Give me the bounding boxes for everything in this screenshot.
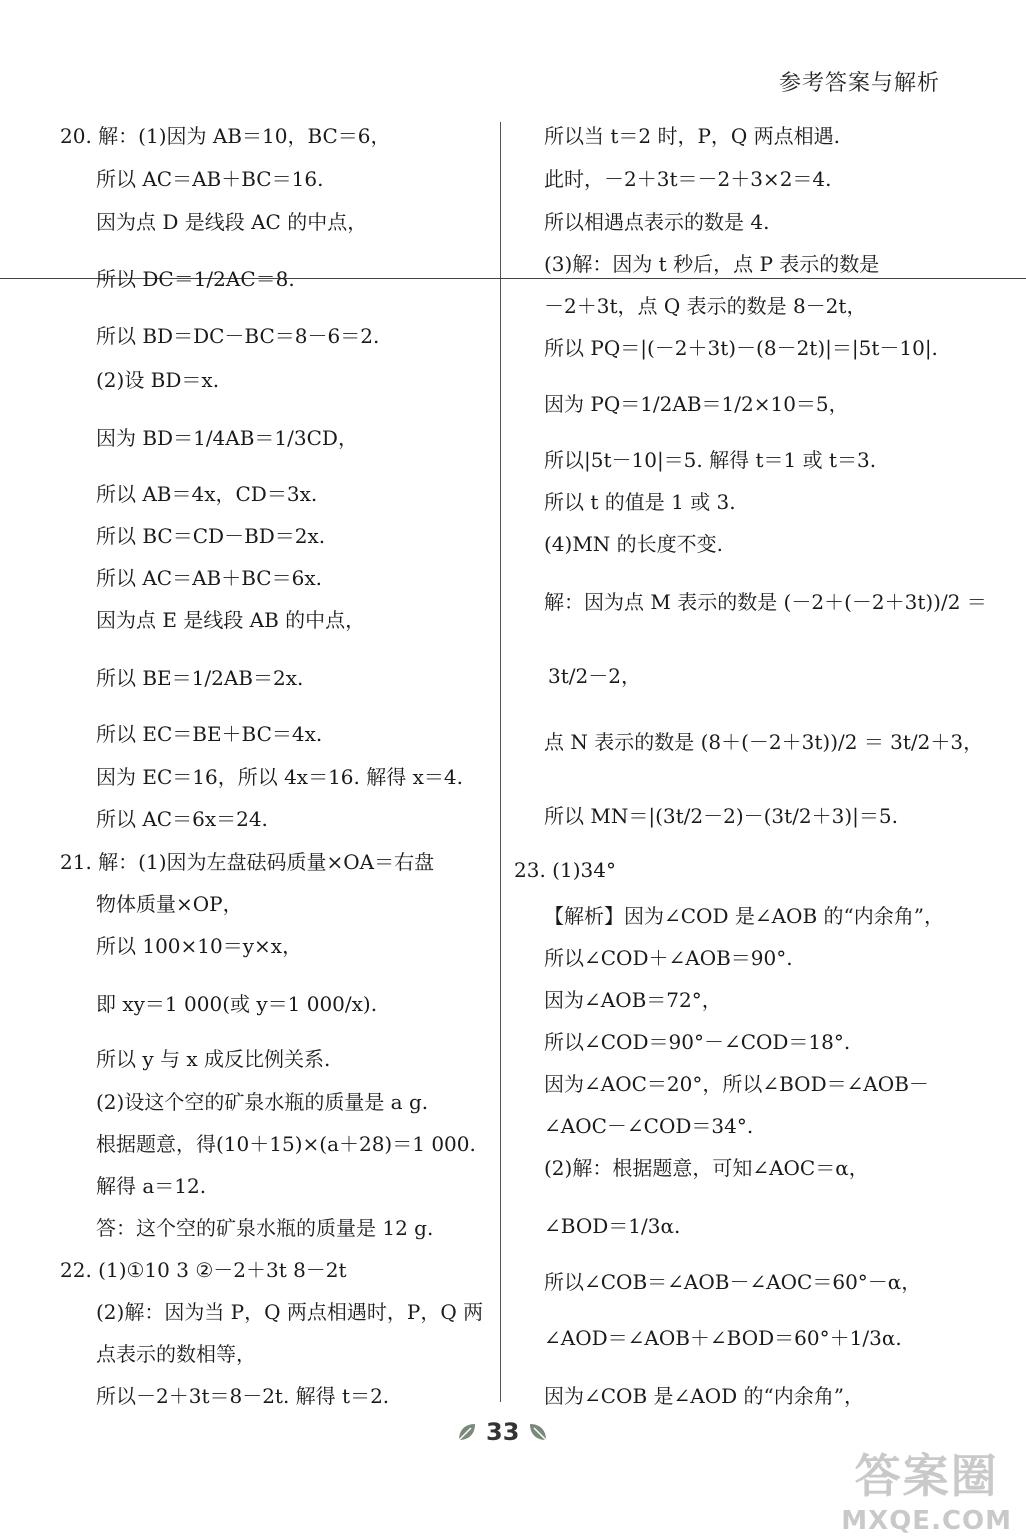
answer-line: 所以 AC＝AB＋BC＝16. bbox=[96, 167, 324, 191]
answer-line: 22. (1)①10 3 ②－2＋3t 8－2t bbox=[60, 1258, 347, 1282]
answer-line: 所以当 t＝2 时，P，Q 两点相遇. bbox=[544, 124, 841, 148]
answer-line: 因为∠AOB＝72°， bbox=[544, 988, 722, 1012]
answer-line: 点 N 表示的数是 (8＋(－2＋3t))/2 ＝ 3t/2＋3， bbox=[544, 730, 984, 754]
leaf-icon bbox=[527, 1421, 549, 1443]
answer-line: 解：因为点 M 表示的数是 (－2＋(－2＋3t))/2 ＝ bbox=[544, 590, 987, 614]
answer-line: (2)解：因为当 P，Q 两点相遇时，P，Q 两 bbox=[96, 1300, 484, 1324]
answer-line: 因为∠AOC＝20°，所以∠BOD＝∠AOB－ bbox=[544, 1072, 929, 1096]
answer-line: (3)解：因为 t 秒后，点 P 表示的数是 bbox=[544, 252, 880, 276]
column-divider bbox=[500, 122, 501, 1402]
answer-line: 因为∠COB 是∠AOD 的“内余角”， bbox=[544, 1384, 864, 1408]
answer-line: 所以 y 与 x 成反比例关系. bbox=[96, 1047, 331, 1071]
watermark-url: MXQE.COM bbox=[841, 1506, 1012, 1536]
answer-line: 因为 PQ＝1/2AB＝1/2×10＝5， bbox=[544, 392, 849, 416]
answer-line: 3t/2－2， bbox=[548, 664, 641, 688]
answer-line: 所以 PQ＝|(－2＋3t)－(8－2t)|＝|5t－10|. bbox=[544, 336, 938, 360]
answer-line: 所以 t 的值是 1 或 3. bbox=[544, 490, 736, 514]
answer-line: 所以相遇点表示的数是 4. bbox=[544, 210, 770, 234]
answer-line: 所以 EC＝BE＋BC＝4x. bbox=[96, 722, 323, 746]
page-number-text: 33 bbox=[486, 1418, 520, 1446]
page-number bbox=[456, 1418, 549, 1446]
answer-line: 所以∠COB＝∠AOB－∠AOC＝60°－α， bbox=[544, 1270, 922, 1294]
answer-line: 所以 MN＝|(3t/2－2)－(3t/2＋3)|＝5. bbox=[544, 804, 899, 828]
watermark-logo bbox=[841, 1440, 1012, 1536]
watermark-text: 答案圈 bbox=[854, 1449, 999, 1503]
answer-line: 所以 BC＝CD－BD＝2x. bbox=[96, 524, 326, 548]
answer-line: 23. (1)34° bbox=[514, 858, 616, 882]
answer-line: 物体质量×OP， bbox=[96, 892, 243, 916]
answer-line: 所以－2＋3t＝8－2t. 解得 t＝2. bbox=[96, 1384, 390, 1408]
answer-line: 所以∠COD＋∠AOB＝90°. bbox=[544, 946, 793, 970]
answer-line: 所以 AC＝6x＝24. bbox=[96, 807, 268, 831]
answer-line: 因为点 D 是线段 AC 的中点， bbox=[96, 210, 368, 234]
answer-line: －2＋3t，点 Q 表示的数是 8－2t， bbox=[544, 294, 867, 318]
answer-line: 即 xy＝1 000(或 y＝1 000/x). bbox=[96, 992, 378, 1016]
answer-line: 点表示的数相等， bbox=[96, 1342, 256, 1366]
answer-line: (4)MN 的长度不变. bbox=[544, 532, 724, 556]
answer-line: 所以 AB＝4x，CD＝3x. bbox=[96, 482, 318, 506]
answer-line: ∠AOD＝∠AOB＋∠BOD＝60°＋1/3α. bbox=[544, 1326, 902, 1350]
answer-line: 【解析】因为∠COD 是∠AOB 的“内余角”， bbox=[544, 904, 944, 928]
answer-line: (2)解：根据题意，可知∠AOC＝α， bbox=[544, 1156, 869, 1180]
answer-line: 21. 解：(1)因为左盘砝码质量×OA＝右盘 bbox=[60, 850, 435, 874]
answer-line: 解得 a＝12. bbox=[96, 1174, 207, 1198]
answer-line: 20. 解：(1)因为 AB＝10，BC＝6， bbox=[60, 124, 391, 148]
answer-line: 此时，－2＋3t＝－2＋3×2＝4. bbox=[544, 167, 832, 191]
answer-line: 所以|5t－10|＝5. 解得 t＝1 或 t＝3. bbox=[544, 448, 877, 472]
answer-line: 所以∠COD＝90°－∠COD＝18°. bbox=[544, 1030, 851, 1054]
answer-line: 因为 EC＝16，所以 4x＝16. 解得 x＝4. bbox=[96, 765, 463, 789]
answer-line: 所以 AC＝AB＋BC＝6x. bbox=[96, 566, 322, 590]
answer-line: 根据题意，得(10＋15)×(a＋28)＝1 000. bbox=[96, 1132, 476, 1156]
answer-line: ∠AOC－∠COD＝34°. bbox=[544, 1114, 754, 1138]
answer-line: 所以 BE＝1/2AB＝2x. bbox=[96, 666, 304, 690]
answer-line: (2)设 BD＝x. bbox=[96, 368, 220, 392]
page-header-title: 参考答案与解析 bbox=[778, 71, 940, 96]
answer-line: 因为 BD＝1/4AB＝1/3CD， bbox=[96, 426, 358, 450]
answer-line: 所以 DC＝1/2AC＝8. bbox=[96, 267, 295, 291]
leaf-icon bbox=[456, 1421, 478, 1443]
answer-line: ∠BOD＝1/3α. bbox=[544, 1214, 681, 1238]
answer-line: 所以 100×10＝y×x， bbox=[96, 934, 303, 958]
answer-line: (2)设这个空的矿泉水瓶的质量是 a g. bbox=[96, 1090, 429, 1114]
answer-line: 所以 BD＝DC－BC＝8－6＝2. bbox=[96, 324, 380, 348]
answer-line: 因为点 E 是线段 AB 的中点， bbox=[96, 608, 366, 632]
answer-line: 答：这个空的矿泉水瓶的质量是 12 g. bbox=[96, 1216, 434, 1240]
